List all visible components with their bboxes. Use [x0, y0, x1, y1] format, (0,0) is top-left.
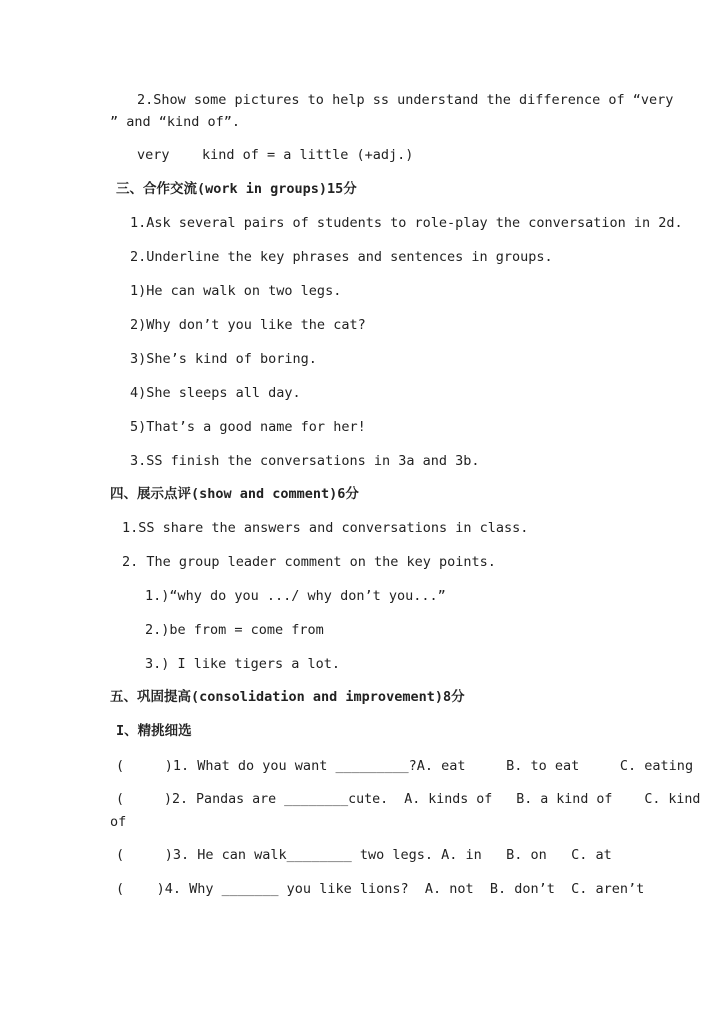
section-4-item-1: 1.SS share the answers and conversations in class. — [122, 520, 529, 536]
key-point-2: 2.)be from = come from — [145, 622, 324, 638]
section-5-heading: 五、巩固提高(consolidation and improvement)8分 — [110, 689, 465, 705]
key-phrase-2: 2)Why don’t you like the cat? — [130, 317, 366, 333]
step-2-continuation: ” and “kind of”. — [110, 114, 241, 130]
key-phrase-5: 5)That’s a good name for her! — [130, 419, 366, 435]
section-4-item-2: 2. The group leader comment on the key points. — [122, 554, 496, 570]
step-2-show-pictures: 2.Show some pictures to help ss understand the difference of “very — [137, 92, 674, 108]
exercise-1-heading: I、精挑细选 — [116, 723, 192, 739]
key-point-1: 1.)“why do you .../ why don’t you...” — [145, 588, 446, 604]
question-4: ( )4. Why _______ you like lions? A. not B. don’t C. aren’t — [116, 881, 645, 897]
section-3-item-1: 1.Ask several pairs of students to role-play the conversation in 2d. — [130, 215, 683, 231]
question-1: ( )1. What do you want _________?A. eat B. to eat C. eating — [116, 758, 694, 774]
question-3: ( )3. He can walk________ two legs. A. in B. on C. at — [116, 847, 612, 863]
section-3-heading: 三、合作交流(work in groups)15分 — [116, 181, 357, 197]
question-2-continuation: of — [110, 814, 127, 830]
question-2: ( )2. Pandas are ________cute. A. kinds of B. a kind of C. kind — [116, 792, 701, 807]
key-point-3: 3.) I like tigers a lot. — [145, 656, 341, 672]
very-kind-of-note: very kind of = a little (+adj.) — [137, 147, 414, 163]
key-phrase-4: 4)She sleeps all day. — [130, 385, 301, 401]
section-3-item-3: 3.SS finish the conversations in 3a and 3b. — [130, 453, 480, 469]
section-4-heading: 四、展示点评(show and comment)6分 — [110, 486, 359, 502]
key-phrase-1: 1)He can walk on two legs. — [130, 283, 342, 299]
key-phrase-3: 3)She’s kind of boring. — [130, 351, 317, 367]
section-3-item-2: 2.Underline the key phrases and sentences in groups. — [130, 249, 553, 265]
